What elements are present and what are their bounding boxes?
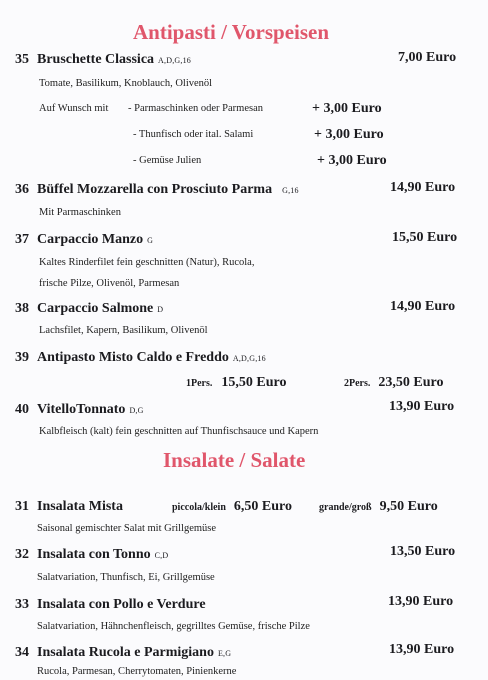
option-label: - Thunfisch oder ital. Salami [133, 129, 254, 140]
item-price: 13,90 Euro [388, 594, 454, 609]
option-price: + 3,00 Euro [314, 127, 384, 142]
size-label: grande/groß [319, 502, 372, 513]
item-price: 13,90 Euro [389, 399, 455, 414]
item-description: Lachsfilet, Kapern, Basilikum, Olivenöl [39, 325, 208, 336]
item-name: Büffel Mozzarella con Prosciuto Parma [37, 182, 273, 197]
item-description: Kaltes Rinderfilet fein geschnitten (Natur), Rucola, [39, 257, 255, 268]
item-name: Carpaccio Salmone [37, 301, 154, 316]
item-description: Salatvariation, Thunfisch, Ei, Grillgemüse [37, 572, 215, 583]
size-small [172, 497, 292, 515]
size-large [319, 497, 438, 515]
item-allergens: D,G [129, 406, 144, 415]
menu-item [15, 180, 299, 198]
item-number: 32 [15, 547, 29, 562]
insalate-heading: Insalate / Salate [163, 448, 306, 472]
antipasti-heading: Antipasti / Vorspeisen [133, 20, 330, 44]
option-price: + 3,00 Euro [317, 153, 387, 168]
portion-price: 23,50 Euro [378, 375, 444, 390]
option-label: - Parmaschinken oder Parmesan [128, 103, 263, 114]
menu-item [15, 595, 206, 613]
item-description-line2: frische Pilze, Olivenöl, Parmesan [39, 278, 180, 289]
item-name: Insalata con Pollo e Verdure [37, 597, 206, 612]
item-price: 15,50 Euro [392, 230, 458, 245]
menu-item [15, 50, 191, 68]
item-description: Rucola, Parmesan, Cherrytomaten, Pinienkerne [37, 666, 237, 677]
item-name: Carpaccio Manzo [37, 232, 144, 247]
item-allergens: G [147, 236, 154, 245]
menu-item [15, 545, 168, 563]
item-price: 7,00 Euro [398, 50, 457, 65]
item-number: 38 [15, 301, 29, 316]
item-number: 31 [15, 499, 29, 514]
item-number: 40 [15, 402, 29, 417]
portion-label: 1Pers. [186, 378, 213, 389]
item-allergens: A,D,G,16 [232, 354, 266, 363]
item-price: 14,90 Euro [390, 180, 456, 195]
item-name: Bruschette Classica [37, 52, 155, 67]
item-price: 13,90 Euro [389, 642, 455, 657]
item-description: Saisonal gemischter Salat mit Grillgemüse [37, 523, 217, 534]
item-number: 36 [15, 182, 29, 197]
item-name: Insalata con Tonno [37, 547, 151, 562]
menu-item [15, 400, 144, 418]
item-price: 13,50 Euro [390, 544, 456, 559]
item-name: VitelloTonnato [37, 402, 126, 417]
menu-item [15, 230, 153, 248]
item-number: 37 [15, 232, 29, 247]
item-name: Insalata Rucola e Parmigiano [37, 645, 214, 660]
item-number: 39 [15, 350, 29, 365]
menu-item [15, 348, 266, 366]
item-number: 34 [15, 645, 29, 660]
item-number: 33 [15, 597, 29, 612]
item-name: Antipasto Misto Caldo e Freddo [37, 350, 229, 365]
option-label: - Gemüse Julien [133, 155, 202, 166]
item-price: 14,90 Euro [390, 299, 456, 314]
menu-item [15, 643, 231, 661]
item-allergens: D [157, 305, 164, 314]
portion-label: 2Pers. [344, 378, 371, 389]
size-label: piccola/klein [172, 502, 226, 513]
item-allergens: C,D [154, 551, 169, 560]
item-description: Kalbfleisch (kalt) fein geschnitten auf Thunfischsauce und Kapern [39, 426, 319, 437]
portion-price: 15,50 Euro [221, 375, 287, 390]
options-intro: Auf Wunsch mit [39, 103, 109, 114]
option-price: + 3,00 Euro [312, 101, 382, 116]
size-price: 9,50 Euro [379, 499, 438, 514]
item-allergens: A,D,G,16 [158, 56, 191, 65]
size-price: 6,50 Euro [233, 499, 292, 514]
menu-item [15, 497, 123, 515]
menu-item [15, 299, 163, 317]
item-description: Mit Parmaschinken [39, 207, 121, 218]
item-description: Salatvariation, Hähnchenfleisch, gegrilltes Gemüse, frische Pilze [37, 621, 310, 632]
item-number: 35 [15, 52, 29, 67]
item-allergens: G,16 [282, 186, 299, 195]
portion-one-person [186, 373, 286, 391]
item-description: Tomate, Basilikum, Knoblauch, Olivenöl [39, 78, 213, 89]
item-allergens: E,G [217, 649, 232, 658]
item-name: Insalata Mista [37, 499, 123, 514]
portion-two-persons [344, 373, 443, 391]
